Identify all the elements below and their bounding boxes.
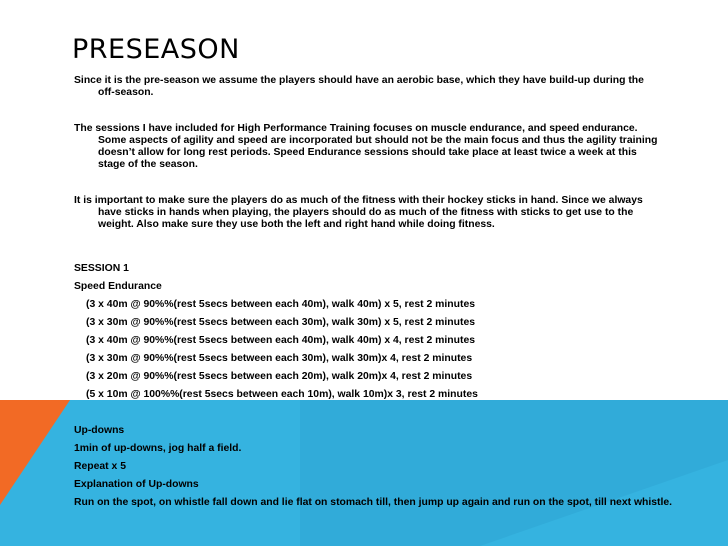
session-set: (3 x 20m @ 90%%(rest 5secs between each 20m), walk 20m)x 4, rest 2 minutes [86, 371, 473, 382]
updowns-heading: Up-downs [74, 425, 125, 436]
intro-paragraph: Since it is the pre-season we assume the players should have an aerobic base, which they have build-up during the off-season. [74, 75, 644, 98]
intro-paragraph: It is important to make sure the players do as much of the fitness with their hockey sticks in hand. Since we always have sticks in hands when playing, the players should do as much of the fitness with sticks to get use to the weight. Also make sure they use both the left and right hand while doing fitness. [74, 195, 643, 230]
intro-paragraph: The sessions I have included for High Performance Training focuses on muscle endurance, and speed endurance. Some aspects of agility and speed are incorporated but should not be the main focus and thus the agility training doesn’t allow for long rest periods. Speed Endurance sessions should take place at least twice a week at this stage of the season. [74, 123, 658, 170]
updowns-repeat: Repeat x 5 [74, 461, 126, 472]
slide-title: PRESEASON [72, 34, 240, 65]
session-heading: SESSION 1 [74, 263, 129, 274]
updowns-explanation-text: Run on the spot, on whistle fall down and lie flat on stomach till, then jump up again and run on the spot, till next whistle. [74, 497, 673, 508]
session-set: (3 x 40m @ 90%%(rest 5secs between each 40m), walk 40m) x 5, rest 2 minutes [86, 299, 476, 310]
session-set: (3 x 30m @ 90%%(rest 5secs between each 30m), walk 30m)x 4, rest 2 minutes [86, 353, 473, 364]
updowns-explanation-heading: Explanation of Up-downs [74, 479, 199, 490]
session-set: (3 x 40m @ 90%%(rest 5secs between each 40m), walk 40m) x 4, rest 2 minutes [86, 335, 476, 346]
slide-body [74, 75, 673, 509]
session-set: (5 x 10m @ 100%%(rest 5secs between each 10m), walk 10m)x 3, rest 2 minutes [86, 389, 478, 400]
updowns-instruction: 1min of up-downs, jog half a field. [74, 443, 242, 454]
session-set: (3 x 30m @ 90%%(rest 5secs between each 30m), walk 30m) x 5, rest 2 minutes [86, 317, 476, 328]
session-subheading: Speed Endurance [74, 281, 162, 292]
